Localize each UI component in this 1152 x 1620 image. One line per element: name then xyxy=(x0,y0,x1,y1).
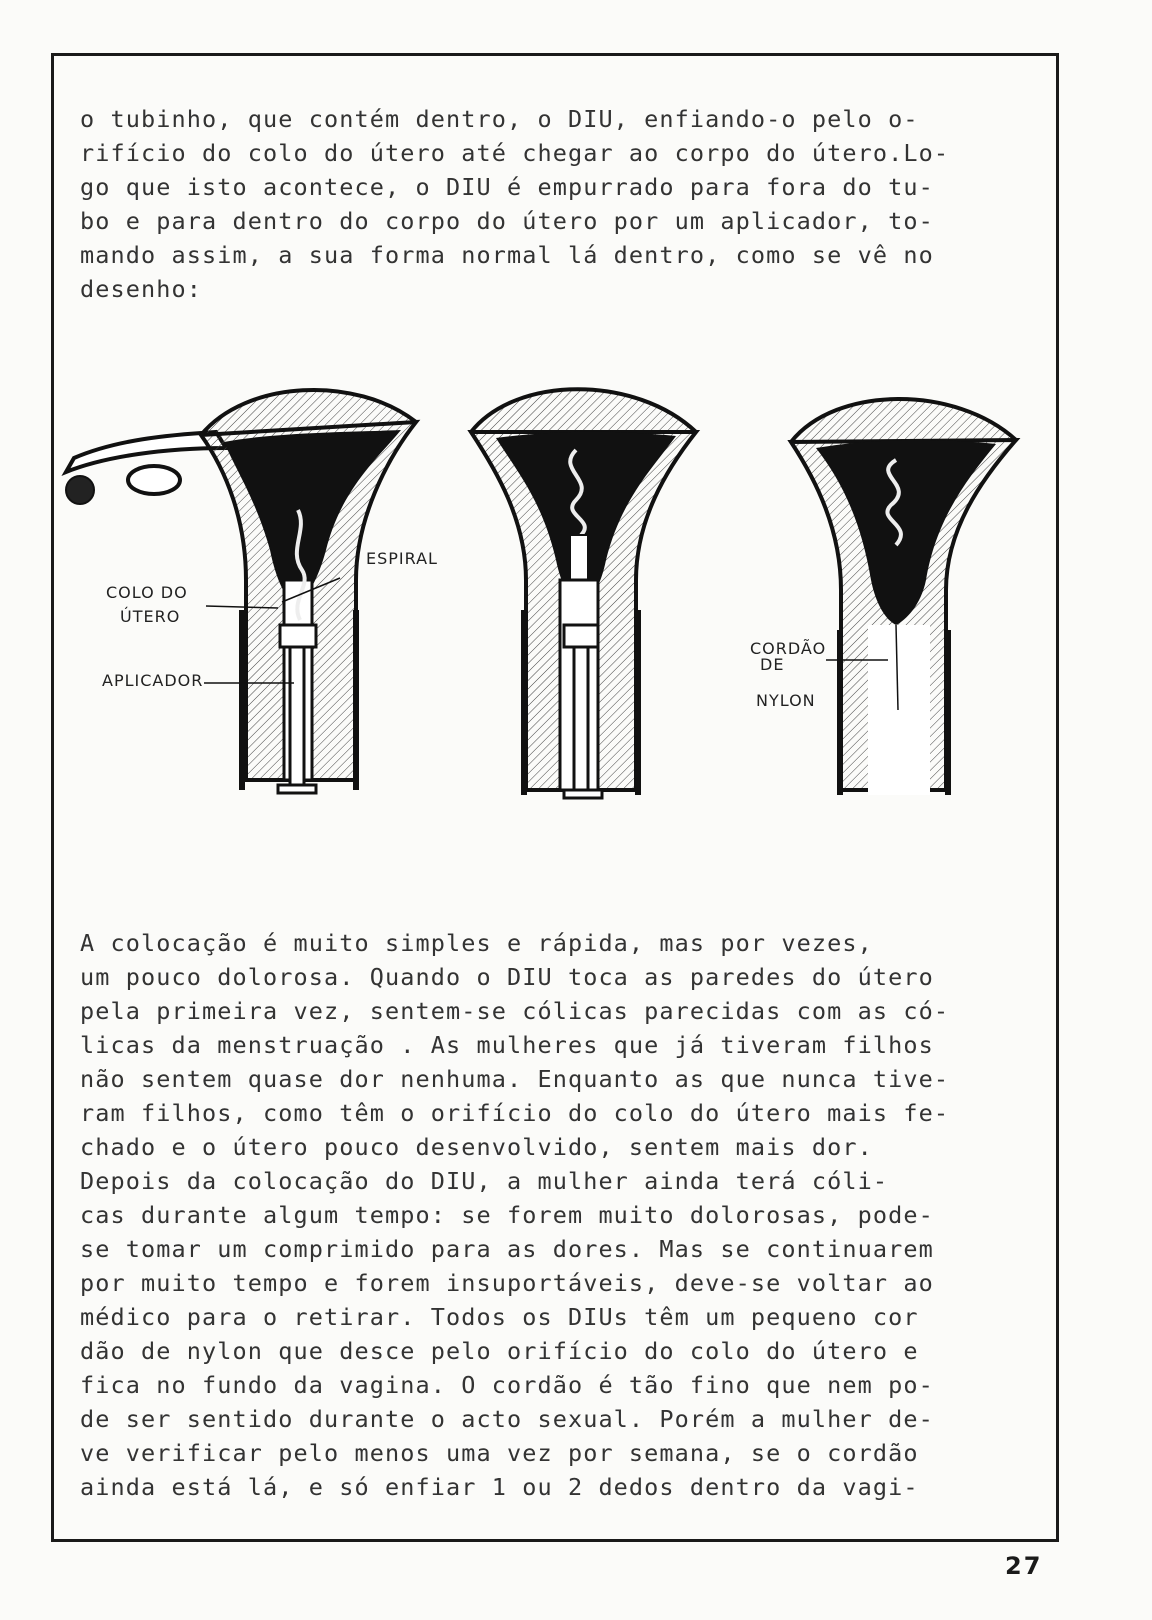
label-cordao-line2: DE xyxy=(760,655,785,674)
uterus-drawing-2 xyxy=(471,389,696,798)
fimbria-icon xyxy=(66,476,94,504)
label-cordao-line3: NYLON xyxy=(756,691,816,710)
body-paragraph: A colocação é muito simples e rápida, mas por vezes, um pouco dolorosa. Quando o DIU toca as paredes do útero pela primeira vez, sentem-se cólicas parecidas com as có- licas da menstruação . As mulheres que já tiveram filhos não sentem quase dor nenhuma. Enquanto as que nunca tive- ram filhos, como têm o orifício do colo do útero mais fe- chado e o útero pouco desenvolvido, sentem mais dor. Depois da colocação do DIU, a mulher ainda terá cóli- cas durante algum tempo: se forem muito dolorosas, pode- se tomar um comprimido para as dores. Mas se continuarem por muito tempo e forem insuportáveis, deve-se voltar ao médico para o retirar. Todos os DIUs têm um pequeno cor dão de nylon que desce pelo orifício do colo do útero e fica no fundo da vagina. O cordão é tão fino que nem po- de ser sentido durante o acto sexual. Porém a mulher de- ve verificar pelo menos uma vez por semana, se o cordão ainda está lá, e só enfiar 1 ou 2 dedos dentro da vagi- xyxy=(80,929,950,1501)
uterus-drawing-1 xyxy=(66,390,438,793)
label-colo-line2: ÚTERO xyxy=(120,607,181,626)
uterus-drawing-3 xyxy=(750,399,1016,795)
label-espiral: ESPIRAL xyxy=(366,549,438,568)
illustration-svg xyxy=(56,380,1056,850)
iud-insertion-illustration xyxy=(56,380,1056,850)
page-number: 27 xyxy=(1005,1552,1043,1580)
ovary-icon xyxy=(128,466,180,494)
intro-paragraph: o tubinho, que contém dentro, o DIU, enfiando-o pelo o- rifício do colo do útero até chegar ao corpo do útero.Lo- go que isto acontece, o DIU é empurrado para fora do tu- bo e para dentro do corpo do útero por um aplicador, to- mando assim, a sua forma normal lá dentro, como se vê no desenho: xyxy=(80,105,950,303)
label-cordao-line1: CORDÃO xyxy=(750,639,827,658)
label-aplicador: APLICADOR xyxy=(102,671,204,690)
label-colo-line1: COLO DO xyxy=(106,583,188,602)
